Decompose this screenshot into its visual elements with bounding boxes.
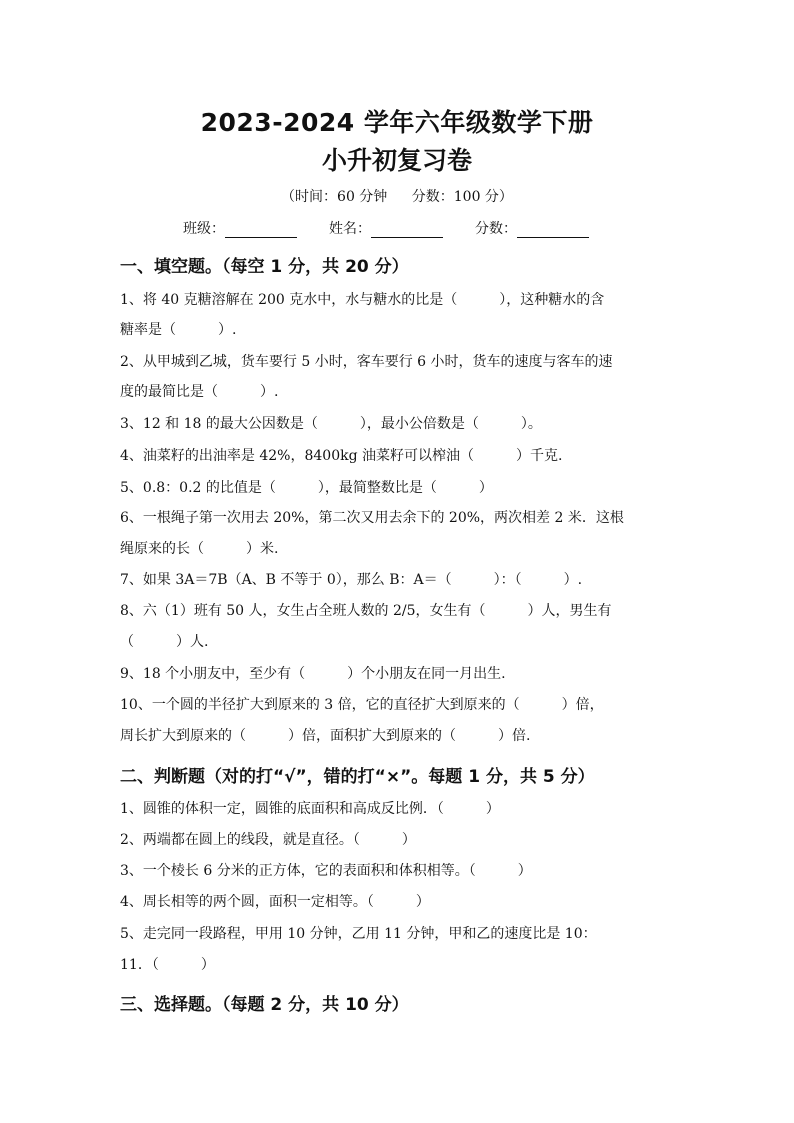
- question-line: 11．（ ）: [120, 957, 215, 973]
- score-blank[interactable]: [517, 221, 589, 238]
- score-label: 分数：: [475, 221, 517, 237]
- name-blank[interactable]: [371, 221, 443, 238]
- question-line: 2、从甲城到乙城，货车要行 5 小时，客车要行 6 小时，货车的速度与客车的速: [120, 354, 613, 370]
- section-true-false-title: 二、判断题（对的打“√”，错的打“×”。每题 1 分，共 5 分）: [120, 767, 595, 787]
- class-label: 班级：: [183, 221, 225, 237]
- section-choice-title: 三、选择题。（每题 2 分，共 10 分）: [120, 995, 409, 1015]
- question-line: 5、走完同一段路程，甲用 10 分钟，乙用 11 分钟，甲和乙的速度比是 10：: [120, 926, 597, 942]
- name-label: 姓名：: [329, 221, 371, 237]
- question-line: 周长扩大到原来的（ ）倍，面积扩大到原来的（ ）倍.: [120, 728, 531, 744]
- question-line: 糖率是（ ）.: [120, 322, 237, 338]
- score-field: [475, 218, 621, 238]
- class-field: [183, 218, 329, 238]
- question-line: 7、如果 3A＝7B（A、B 不等于 0），那么 B：A＝（ ）：（ ）.: [120, 572, 583, 588]
- total-score: 分数：100 分）: [411, 189, 513, 205]
- time-limit: （时间：60 分钟: [281, 189, 388, 205]
- question-line: 8、六（1）班有 50 人，女生占全班人数的 2/5，女生有（ ）人，男生有: [120, 603, 612, 619]
- question-line: 4、油菜籽的出油率是 42%，8400kg 油菜籽可以榨油（ ）千克.: [120, 448, 563, 464]
- name-field: [329, 218, 475, 238]
- question-line: （ ）人.: [120, 634, 209, 650]
- class-blank[interactable]: [225, 221, 297, 238]
- question-line: 2、两端都在圆上的线段，就是直径。（ ）: [120, 832, 416, 848]
- question-line: 1、圆锥的体积一定，圆锥的底面积和高成反比例．（ ）: [120, 801, 500, 817]
- question-line: 10、一个圆的半径扩大到原来的 3 倍，它的直径扩大到原来的（ ）倍，: [120, 697, 604, 713]
- question-line: 4、周长相等的两个圆，面积一定相等。（ ）: [120, 894, 430, 910]
- exam-meta: [0, 186, 794, 206]
- exam-title: 2023-2024 学年六年级数学下册: [200, 108, 594, 137]
- student-info: [183, 218, 621, 238]
- question-line: 3、12 和 18 的最大公因数是（ ），最小公倍数是（ ）。: [120, 416, 542, 432]
- question-line: 5、0.8：0.2 的比值是（ ），最简整数比是（ ）: [120, 480, 493, 496]
- question-line: 度的最简比是（ ）.: [120, 384, 279, 400]
- question-line: 9、18 个小朋友中，至少有（ ）个小朋友在同一月出生.: [120, 666, 506, 682]
- exam-subtitle: 小升初复习卷: [321, 146, 472, 175]
- question-line: 绳原来的长（ ）米.: [120, 541, 279, 557]
- question-line: 6、一根绳子第一次用去 20%，第二次又用去余下的 20%，两次相差 2 米．这根: [120, 510, 624, 526]
- question-line: 1、将 40 克糖溶解在 200 克水中，水与糖水的比是（ ），这种糖水的含: [120, 292, 605, 308]
- question-line: 3、一个棱长 6 分米的正方体，它的表面积和体积相等。（ ）: [120, 863, 532, 879]
- section-fill-blank-title: 一、填空题。（每空 1 分，共 20 分）: [120, 257, 409, 277]
